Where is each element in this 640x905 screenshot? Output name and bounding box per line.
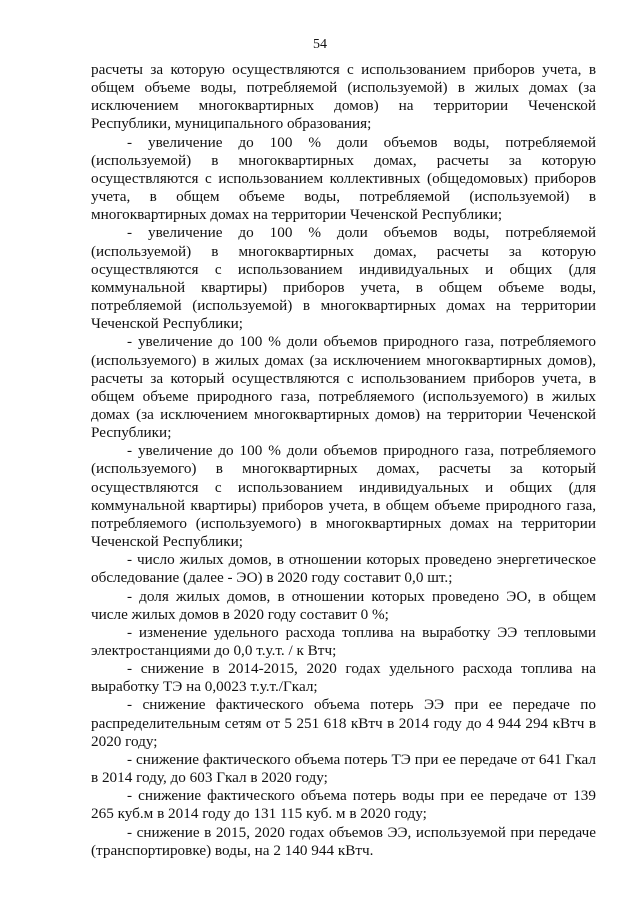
- page-number: 54: [313, 37, 327, 52]
- paragraph: - снижение в 2015, 2020 годах объемов ЭЭ, используемой при передаче (транспортировке) воды, на 2 140 944 кВтч.: [91, 823, 596, 859]
- document-body: [91, 61, 596, 860]
- paragraph: - снижение фактического объема потерь ЭЭ при ее передаче по распределительным сетям от 5 251 618 кВтч в 2014 году до 4 944 294 кВтч в 2020 году;: [91, 696, 596, 750]
- paragraph: - увеличение до 100 % доли объемов воды, потребляемой (используемой) в многоквартирных домах, расчеты за которую осуществляются с использованием коллективных (общедомовых) приборов учета, в общем объеме воды, потребляемой (используемой) в многоквартирных домах на территории Чеченской Республики;: [91, 133, 596, 224]
- paragraph: - снижение фактического объема потерь воды при ее передаче от 139 265 куб.м в 2014 году до 131 115 куб. м в 2020 году;: [91, 787, 596, 823]
- paragraph: - число жилых домов, в отношении которых проведено энергетическое обследование (далее - ЭО) в 2020 году составит 0,0 шт.;: [91, 551, 596, 587]
- paragraph: расчеты за которую осуществляются с использованием приборов учета, в общем объеме воды, потребляемой (используемой) в жилых домах (за исключением многоквартирных домов) на территории Чеченской Республики, муниципального образования;: [91, 61, 596, 133]
- paragraph: - изменение удельного расхода топлива на выработку ЭЭ тепловыми электростанциями до 0,0 т.у.т. / к Втч;: [91, 623, 596, 659]
- paragraph: - увеличение до 100 % доли объемов воды, потребляемой (используемой) в многоквартирных домах, расчеты за которую осуществляются с использованием индивидуальных и общих (для коммунальной квартиры) приборов учета, в общем объеме воды, потребляемой (используемой) в многоквартирных домах на территории Чеченской Республики;: [91, 224, 596, 333]
- paragraph: - увеличение до 100 % доли объемов природного газа, потребляемого (используемого) в жилых домах (за исключением многоквартирных домов), расчеты за который осуществляются с использованием приборов учета, в общем объеме природного газа, потребляемого (используемого) в жилых домах (за исключением многоквартирных домов) на территории Чеченской Республики;: [91, 333, 596, 442]
- paragraph: - снижение фактического объема потерь ТЭ при ее передаче от 641 Гкал в 2014 году, до 603 Гкал в 2020 году;: [91, 750, 596, 787]
- paragraph: - доля жилых домов, в отношении которых проведено ЭО, в общем числе жилых домов в 2020 году составит 0 %;: [91, 587, 596, 623]
- paragraph: - снижение в 2014-2015, 2020 годах удельного расхода топлива на выработку ТЭ на 0,0023 т.у.т./Гкал;: [91, 660, 596, 696]
- paragraph: - увеличение до 100 % доли объемов природного газа, потребляемого (используемого) в многоквартирных домах, расчеты за который осуществляются с использованием индивидуальных и общих (для коммунальной квартиры) приборов учета, в общем объеме природного газа, потребляемого (используемого) в многоквартирных домах на территории Чеченской Республики;: [91, 442, 596, 551]
